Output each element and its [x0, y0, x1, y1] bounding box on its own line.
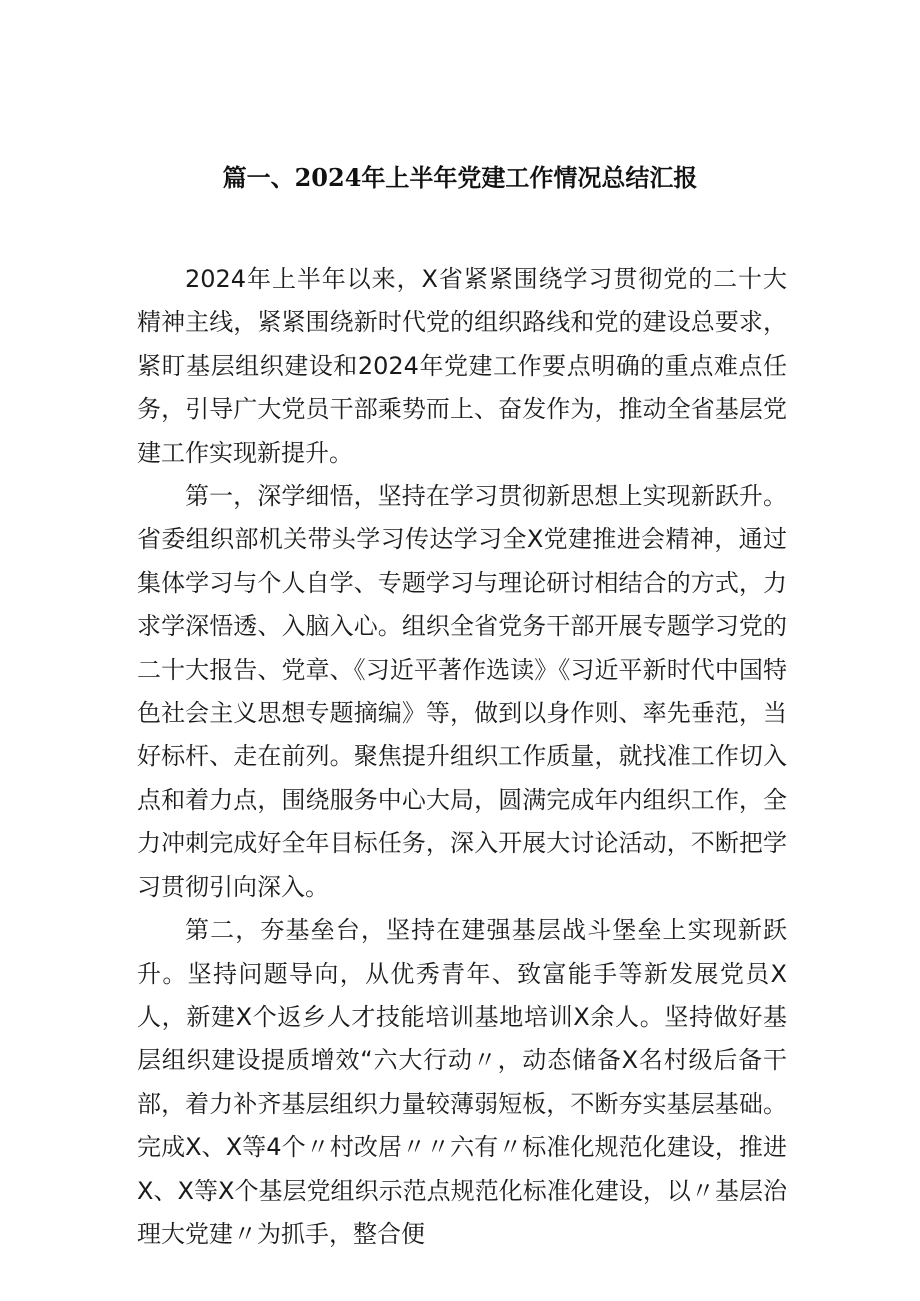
- document-body: [137, 258, 787, 1256]
- document-title: 篇一、2024年上半年党建工作情况总结汇报: [222, 163, 698, 192]
- paragraph-first: 第一，深学细悟，坚持在学习贯彻新思想上实现新跃升。省委组织部机关带头学习传达学习全X党建推进会精神，通过集体学习与个人自学、专题学习与理论研讨相结合的方式，力求学深悟透、入脑入心。组织全省党务干部开展专题学习党的二十大报告、党章、《习近平著作选读》《习近平新时代中国特色社会主义思想专题摘编》等，做到以身作则、率先垂范，当好标杆、走在前列。聚焦提升组织工作质量，就找准工作切入点和着力点，围绕服务中心大局，圆满完成年内组织工作，全力冲刺完成好全年目标任务，深入开展大讨论活动，不断把学习贯彻引向深入。: [137, 482, 787, 901]
- paragraph-intro: 2024年上半年以来，X省紧紧围绕学习贯彻党的二十大精神主线，紧紧围绕新时代党的组织路线和党的建设总要求，紧盯基层组织建设和2024年党建工作要点明确的重点难点任务，引导广大党员干部乘势而上、奋发作为，推动全省基层党建工作实现新提升。: [137, 265, 787, 467]
- paragraph-second: 第二，夯基垒台，坚持在建强基层战斗堡垒上实现新跃升。坚持问题导向，从优秀青年、致富能手等新发展党员X人，新建X个返乡人才技能培训基地培训X余人。坚持做好基层组织建设提质增效“六大行动〃，动态储备X名村级后备干部，着力补齐基层组织力量较薄弱短板，不断夯实基层基础。完成X、X等4个〃村改居〃〃六有〃标准化规范化建设，推进X、X等X个基层党组织示范点规范化标准化建设，以〃基层治理大党建〃为抓手，整合便: [137, 916, 787, 1248]
